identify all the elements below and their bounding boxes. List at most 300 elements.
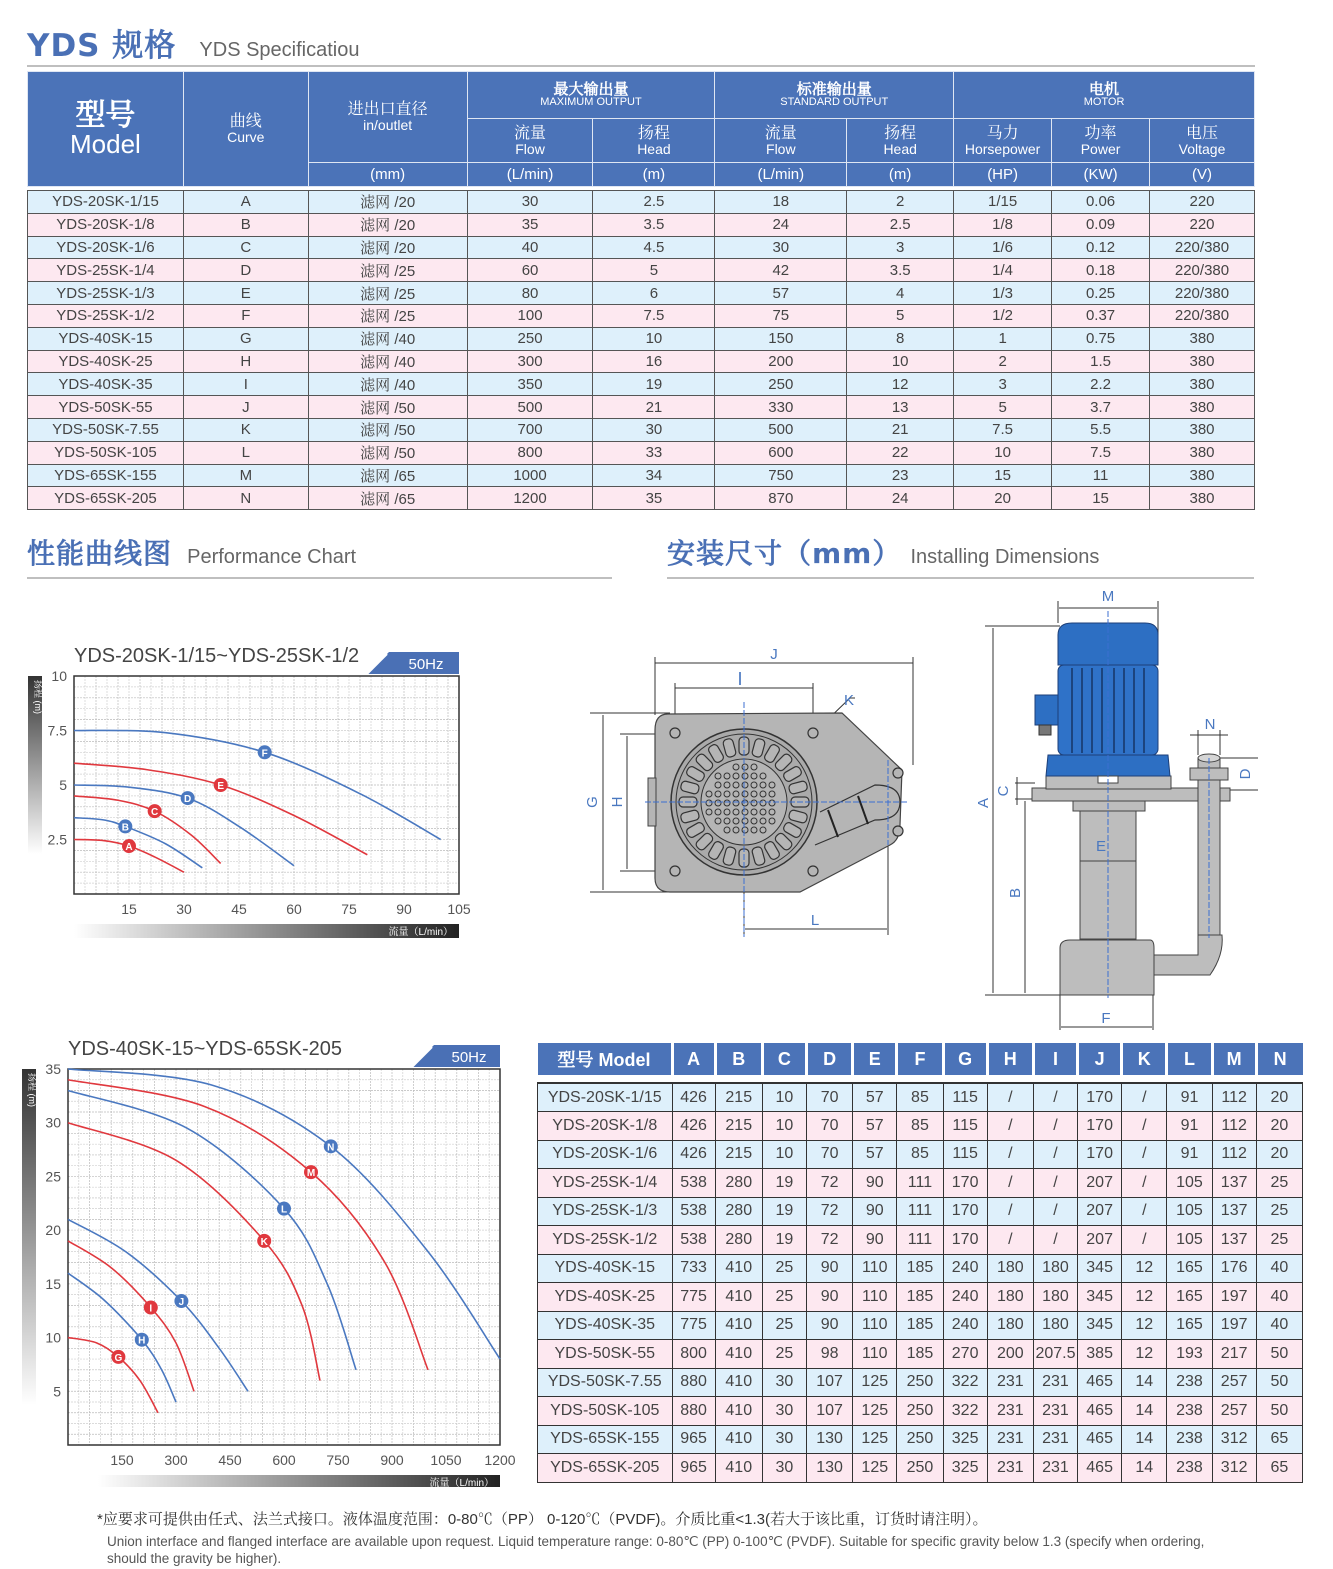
col-curve: 曲线 Curve [183, 72, 308, 187]
dim-cell: 465 [1078, 1454, 1122, 1483]
install-subtitle: Installing Dimensions [910, 546, 1100, 568]
dim-cell: 238 [1167, 1368, 1212, 1397]
dim-cell: 98 [807, 1340, 853, 1369]
performance-chart-large [20, 1032, 520, 1487]
dim-cell: 207 [1078, 1197, 1122, 1226]
spec-cell: 10 [593, 327, 715, 350]
dim-row [538, 1226, 1303, 1255]
spec-cell: I [183, 373, 308, 396]
spec-cell: H [183, 350, 308, 373]
spec-cell: 8 [847, 327, 954, 350]
spec-cell: 0.09 [1052, 213, 1150, 236]
curve-marker-label: E [217, 781, 225, 792]
dim-cell: 107 [807, 1368, 853, 1397]
page-subtitle: YDS Specificatiou [199, 39, 360, 61]
spec-cell: 10 [847, 350, 954, 373]
dim-cell: 10 [762, 1112, 806, 1141]
dim-cell: 207 [1078, 1226, 1122, 1255]
dim-col-header: G [943, 1043, 987, 1075]
spec-cell: 10 [954, 441, 1052, 464]
unit-hp: (HP) [954, 163, 1052, 187]
spec-cell: 1/8 [954, 213, 1052, 236]
dim-cell: 25 [762, 1254, 806, 1283]
dim-cell: 115 [943, 1083, 987, 1112]
dim-cell: / [987, 1083, 1033, 1112]
dim-cell: 312 [1212, 1425, 1256, 1454]
x-tick-label: 75 [341, 901, 357, 917]
spec-cell: 滤网 /20 [308, 236, 467, 259]
col-hp: 马力 Horsepower [954, 119, 1052, 163]
spec-cell: 40 [467, 236, 593, 259]
dim-cell: YDS-65SK-155 [538, 1425, 673, 1454]
dim-cell: 90 [807, 1283, 853, 1312]
dim-cell: 25 [1256, 1169, 1302, 1198]
dim-cell: 57 [853, 1112, 897, 1141]
dim-cell: 257 [1212, 1368, 1256, 1397]
unit-v: (V) [1150, 163, 1255, 187]
dim-col-header: C [762, 1043, 806, 1075]
page-header [27, 20, 359, 65]
y-tick-label: 15 [45, 1275, 61, 1292]
dim-col-header: H [987, 1043, 1033, 1075]
dim-cell: 965 [672, 1454, 715, 1483]
dim-cell: 185 [897, 1311, 943, 1340]
dim-cell: YDS-50SK-55 [538, 1340, 673, 1369]
dim-cell: 325 [943, 1454, 987, 1483]
dim-cell: 231 [987, 1454, 1033, 1483]
dim-cell: 325 [943, 1425, 987, 1454]
curve-marker-label: F [261, 748, 268, 760]
dim-cell: 215 [715, 1112, 762, 1141]
dim-cell: 170 [943, 1169, 987, 1198]
dim-cell: 130 [807, 1425, 853, 1454]
dim-cell: 238 [1167, 1454, 1212, 1483]
spec-cell: 35 [593, 487, 715, 510]
dim-cell: / [1033, 1112, 1077, 1141]
spec-cell: 2.5 [847, 213, 954, 236]
spec-cell: 7.5 [1052, 441, 1150, 464]
spec-cell: YDS-40SK-25 [28, 350, 184, 373]
dim-cell: 19 [762, 1197, 806, 1226]
dim-cell: 112 [1212, 1112, 1256, 1141]
spec-cell: L [183, 441, 308, 464]
unit-flow: (L/min) [715, 163, 847, 187]
dim-cell: 965 [672, 1425, 715, 1454]
spec-row [28, 236, 1255, 259]
dim-cell: 10 [762, 1140, 806, 1169]
spec-cell: 23 [847, 464, 954, 487]
dim-cell: 410 [715, 1340, 762, 1369]
col-inlet: 进出口直径 in/outlet [308, 72, 467, 163]
dim-cell: 50 [1256, 1397, 1302, 1426]
spec-cell: 150 [715, 327, 847, 350]
dim-cell: 105 [1167, 1169, 1212, 1198]
spec-cell: 滤网 /65 [308, 464, 467, 487]
spec-row [28, 396, 1255, 419]
dim-cell: 19 [762, 1169, 806, 1198]
dim-cell: 180 [987, 1311, 1033, 1340]
dim-cell: 465 [1078, 1425, 1122, 1454]
spec-row [28, 304, 1255, 327]
spec-cell: 24 [847, 487, 954, 510]
dim-cell: 91 [1167, 1140, 1212, 1169]
dim-cell: 410 [715, 1397, 762, 1426]
spec-cell: J [183, 396, 308, 419]
dim-cell: 90 [853, 1169, 897, 1198]
dim-col-header: B [715, 1043, 762, 1075]
spec-row [28, 327, 1255, 350]
unit-head: (m) [593, 163, 715, 187]
spec-cell: 380 [1150, 487, 1255, 510]
spec-cell: A [183, 191, 308, 214]
dim-cell: 90 [853, 1197, 897, 1226]
spec-row [28, 441, 1255, 464]
curve-marker-label: C [151, 807, 159, 819]
dim-row [538, 1112, 1303, 1141]
dim-cell: 238 [1167, 1397, 1212, 1426]
dim-cell: 72 [807, 1197, 853, 1226]
dim-cell: 165 [1167, 1311, 1212, 1340]
dim-cell: 231 [1033, 1397, 1077, 1426]
col-group-max: 最大输出量 MAXIMUM OUTPUT [467, 72, 715, 119]
badge-label: 50Hz [451, 1049, 487, 1066]
dim-cell: / [1033, 1169, 1077, 1198]
dim-col-header: D [807, 1043, 853, 1075]
dim-cell: YDS-50SK-105 [538, 1397, 673, 1426]
dim-cell: 185 [897, 1254, 943, 1283]
dim-cell: 880 [672, 1368, 715, 1397]
install-section-header [667, 532, 1099, 572]
spec-cell: 3 [847, 236, 954, 259]
y-tick-label: 7.5 [47, 722, 67, 739]
spec-cell: 0.18 [1052, 259, 1150, 282]
spec-cell: 滤网 /25 [308, 282, 467, 305]
dim-cell: 125 [853, 1425, 897, 1454]
dim-cell: 312 [1212, 1454, 1256, 1483]
x-tick-label: 15 [121, 901, 137, 917]
spec-cell: 3.5 [847, 259, 954, 282]
spec-cell: 16 [593, 350, 715, 373]
perf-title: 性能曲线图 [27, 537, 173, 570]
spec-cell: 75 [715, 304, 847, 327]
spec-cell: 220 [1150, 213, 1255, 236]
curve-marker-label: J [178, 1297, 185, 1309]
dim-cell: 385 [1078, 1340, 1122, 1369]
dim-cell: / [987, 1197, 1033, 1226]
y-tick-label: 30 [45, 1114, 61, 1131]
dim-cell: 410 [715, 1454, 762, 1483]
dim-row [538, 1454, 1303, 1483]
dim-col-header: J [1078, 1043, 1122, 1075]
x-tick-label: 105 [447, 901, 471, 917]
dim-cell: 85 [897, 1112, 943, 1141]
spec-cell: 1/3 [954, 282, 1052, 305]
dim-cell: 410 [715, 1254, 762, 1283]
dim-cell: / [987, 1140, 1033, 1169]
spec-cell: 33 [593, 441, 715, 464]
dim-label-M: M [1101, 588, 1115, 605]
spec-cell: 60 [467, 259, 593, 282]
spec-cell: 1.5 [1052, 350, 1150, 373]
dim-cell: / [1033, 1083, 1077, 1112]
y-axis-label: 扬程 (m) [33, 680, 43, 714]
dim-cell: YDS-20SK-1/8 [538, 1112, 673, 1141]
dim-cell: 880 [672, 1397, 715, 1426]
dim-cell: YDS-50SK-7.55 [538, 1368, 673, 1397]
col-group-std: 标准输出量 STANDARD OUTPUT [715, 72, 954, 119]
spec-cell: YDS-40SK-15 [28, 327, 184, 350]
dim-cell: 30 [762, 1397, 806, 1426]
dim-cell: 137 [1212, 1197, 1256, 1226]
dim-cell: 231 [1033, 1425, 1077, 1454]
col-max-flow: 流量 Flow [467, 119, 593, 163]
dim-cell: 217 [1212, 1340, 1256, 1369]
unit-flow: (L/min) [467, 163, 593, 187]
x-tick-label: 45 [231, 901, 247, 917]
spec-cell: 3.5 [593, 213, 715, 236]
dim-cell: 410 [715, 1425, 762, 1454]
dim-cell: 197 [1212, 1283, 1256, 1312]
dim-cell: 170 [1078, 1112, 1122, 1141]
spec-cell: YDS-20SK-1/15 [28, 191, 184, 214]
dim-cell: 25 [1256, 1226, 1302, 1255]
dim-cell: 12 [1122, 1254, 1167, 1283]
dim-row [538, 1311, 1303, 1340]
dim-cell: 280 [715, 1226, 762, 1255]
chart-title: YDS-20SK-1/15~YDS-25SK-1/2 [74, 645, 360, 667]
unit-kw: (KW) [1052, 163, 1150, 187]
dim-label-F: F [1101, 1010, 1111, 1027]
y-tick-label: 10 [51, 668, 67, 684]
perf-divider [27, 577, 612, 579]
dim-cell: 110 [853, 1283, 897, 1312]
dim-cell: 125 [853, 1397, 897, 1426]
spec-cell: 22 [847, 441, 954, 464]
spec-cell: 30 [715, 236, 847, 259]
dim-cell: 322 [943, 1397, 987, 1426]
chart-title: YDS-40SK-15~YDS-65SK-205 [68, 1038, 343, 1060]
dim-cell: YDS-40SK-15 [538, 1254, 673, 1283]
dim-cell: 90 [807, 1311, 853, 1340]
spec-cell: 57 [715, 282, 847, 305]
y-axis-bar [22, 1069, 36, 1405]
dim-row [538, 1169, 1303, 1198]
dim-cell: 111 [897, 1226, 943, 1255]
dim-cell: 25 [762, 1340, 806, 1369]
spec-cell: 滤网 /40 [308, 327, 467, 350]
spec-cell: 1/6 [954, 236, 1052, 259]
spec-cell: 滤网 /40 [308, 350, 467, 373]
dim-cell: 231 [1033, 1368, 1077, 1397]
spec-cell: 250 [715, 373, 847, 396]
dim-cell: YDS-20SK-1/15 [538, 1083, 673, 1112]
unit-mm: (mm) [308, 163, 467, 187]
dim-cell: 72 [807, 1169, 853, 1198]
dim-row [538, 1340, 1303, 1369]
dim-cell: 733 [672, 1254, 715, 1283]
dim-cell: 90 [807, 1254, 853, 1283]
spec-cell: 380 [1150, 441, 1255, 464]
spec-cell: 1200 [467, 487, 593, 510]
spec-cell: 870 [715, 487, 847, 510]
dim-cell: 70 [807, 1112, 853, 1141]
dim-cell: 110 [853, 1311, 897, 1340]
dim-cell: 125 [853, 1454, 897, 1483]
dim-cell: YDS-25SK-1/4 [538, 1169, 673, 1198]
x-tick-label: 30 [176, 901, 192, 917]
spec-row [28, 487, 1255, 510]
spec-cell: 30 [467, 191, 593, 214]
spec-cell: 19 [593, 373, 715, 396]
dim-cell: 193 [1167, 1340, 1212, 1369]
dim-cell: / [1033, 1226, 1077, 1255]
spec-row [28, 259, 1255, 282]
spec-cell: 3 [954, 373, 1052, 396]
dim-cell: 112 [1212, 1140, 1256, 1169]
dim-cell: YDS-25SK-1/2 [538, 1226, 673, 1255]
spec-cell: 380 [1150, 350, 1255, 373]
dim-cell: 105 [1167, 1226, 1212, 1255]
dim-cell: 231 [987, 1397, 1033, 1426]
spec-cell: 380 [1150, 327, 1255, 350]
dim-cell: 170 [943, 1197, 987, 1226]
dim-col-header: I [1033, 1043, 1077, 1075]
x-tick-label: 450 [218, 1452, 242, 1468]
dim-cell: 165 [1167, 1254, 1212, 1283]
spec-cell: 13 [847, 396, 954, 419]
dim-row [538, 1283, 1303, 1312]
dim-label-C: C [995, 785, 1012, 797]
dim-cell: 25 [762, 1311, 806, 1340]
dim-label-I: I [737, 669, 743, 689]
col-std-flow: 流量 Flow [715, 119, 847, 163]
x-tick-label: 60 [286, 901, 302, 917]
spec-cell: YDS-20SK-1/6 [28, 236, 184, 259]
dim-row [538, 1254, 1303, 1283]
spec-cell: 42 [715, 259, 847, 282]
x-tick-label: 750 [326, 1452, 350, 1468]
dim-cell: YDS-40SK-25 [538, 1283, 673, 1312]
dim-cell: 170 [943, 1226, 987, 1255]
spec-cell: 2.5 [593, 191, 715, 214]
dim-row [538, 1368, 1303, 1397]
spec-cell: D [183, 259, 308, 282]
dim-cell: 231 [987, 1425, 1033, 1454]
dim-cell: 10 [762, 1083, 806, 1112]
curve-marker-label: G [114, 1352, 123, 1364]
spec-cell: 滤网 /50 [308, 418, 467, 441]
dim-cell: 91 [1167, 1083, 1212, 1112]
spec-table [27, 71, 1255, 510]
spec-cell: 滤网 /50 [308, 396, 467, 419]
dim-cell: / [1033, 1197, 1077, 1226]
dim-cell: 180 [987, 1283, 1033, 1312]
dim-cell: / [1033, 1140, 1077, 1169]
dim-cell: / [1122, 1226, 1167, 1255]
dim-cell: 345 [1078, 1254, 1122, 1283]
dim-row [538, 1083, 1303, 1112]
col-std-head: 扬程 Head [847, 119, 954, 163]
spec-cell: 220/380 [1150, 259, 1255, 282]
dim-row [538, 1425, 1303, 1454]
dim-cell: 170 [1078, 1083, 1122, 1112]
dim-label-G: G [584, 796, 601, 808]
note-cn: *应要求可提供由任式、法兰式接口。液体温度范围：0-80℃（PP） 0-120℃（PVDF)。介质比重<1.3(若大于该比重，订货时请注明）。 [97, 1511, 988, 1528]
dim-label-E: E [1095, 838, 1107, 855]
dim-cell: 410 [715, 1311, 762, 1340]
spec-cell: YDS-25SK-1/2 [28, 304, 184, 327]
spec-cell: 220/380 [1150, 236, 1255, 259]
col-model: 型号 Model [28, 72, 184, 187]
dim-cell: 410 [715, 1283, 762, 1312]
spec-cell: 250 [467, 327, 593, 350]
dim-cell: 410 [715, 1368, 762, 1397]
dim-col-header: M [1212, 1043, 1256, 1075]
dim-cell: / [1122, 1169, 1167, 1198]
spec-cell: 滤网 /20 [308, 191, 467, 214]
spec-cell: 220/380 [1150, 304, 1255, 327]
dim-label-N: N [1204, 716, 1216, 733]
dim-cell: 800 [672, 1340, 715, 1369]
spec-cell: YDS-40SK-35 [28, 373, 184, 396]
spec-cell: 35 [467, 213, 593, 236]
spec-cell: F [183, 304, 308, 327]
spec-row [28, 373, 1255, 396]
dim-col-header: N [1256, 1043, 1302, 1075]
unit-head: (m) [847, 163, 954, 187]
spec-cell: 20 [954, 487, 1052, 510]
dim-cell: 20 [1256, 1140, 1302, 1169]
spec-cell: 0.37 [1052, 304, 1150, 327]
x-axis-label: 流量（L/min） [429, 1478, 494, 1487]
perf-subtitle: Performance Chart [187, 546, 357, 568]
spec-cell: 21 [847, 418, 954, 441]
dim-cell: YDS-20SK-1/6 [538, 1140, 673, 1169]
spec-cell: 18 [715, 191, 847, 214]
x-axis-label: 流量（L/min） [388, 927, 453, 938]
spec-cell: 500 [467, 396, 593, 419]
spec-cell: 220 [1150, 191, 1255, 214]
spec-cell: 2 [954, 350, 1052, 373]
dim-cell: 250 [897, 1368, 943, 1397]
spec-cell: 24 [715, 213, 847, 236]
spec-cell: 350 [467, 373, 593, 396]
dim-cell: 185 [897, 1283, 943, 1312]
spec-cell: 0.25 [1052, 282, 1150, 305]
dim-cell: 57 [853, 1140, 897, 1169]
spec-cell: 200 [715, 350, 847, 373]
spec-cell: 0.12 [1052, 236, 1150, 259]
dim-cell: 50 [1256, 1340, 1302, 1369]
y-tick-label: 25 [45, 1168, 61, 1185]
dim-cell: / [1122, 1140, 1167, 1169]
header-divider [27, 65, 1255, 67]
dim-cell: 137 [1212, 1226, 1256, 1255]
spec-cell: YDS-25SK-1/3 [28, 282, 184, 305]
dim-cell: / [1122, 1083, 1167, 1112]
spec-cell: 800 [467, 441, 593, 464]
x-tick-label: 150 [110, 1452, 134, 1468]
spec-row [28, 213, 1255, 236]
spec-row [28, 464, 1255, 487]
spec-cell: M [183, 464, 308, 487]
dim-cell: 345 [1078, 1283, 1122, 1312]
dim-col-header: L [1167, 1043, 1212, 1075]
spec-cell: 1000 [467, 464, 593, 487]
dim-col-header: F [897, 1043, 943, 1075]
spec-row [28, 418, 1255, 441]
y-tick-label: 20 [45, 1222, 61, 1239]
